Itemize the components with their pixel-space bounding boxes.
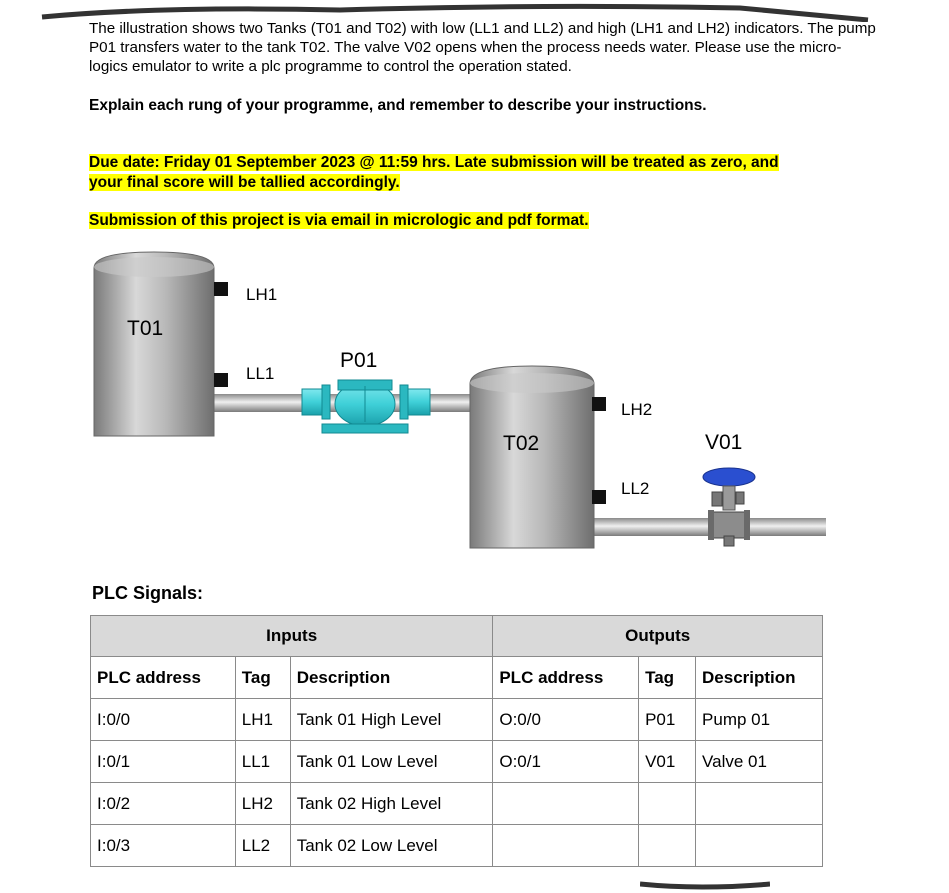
table-row: [91, 741, 823, 783]
output-tag: [639, 825, 696, 867]
input-tag: LL1: [235, 741, 290, 783]
input-description: Tank 01 Low Level: [290, 741, 493, 783]
tank-t01-label: T01: [127, 317, 164, 340]
output-description: [696, 825, 823, 867]
table-row: [91, 825, 823, 867]
due-line-1: Due date: Friday 01 September 2023 @ 11:59 hrs. Late submission will be treated as zero, and: [89, 154, 779, 171]
col-input-description: Description: [290, 657, 493, 699]
sensor-lh1: [214, 282, 228, 296]
input-description: Tank 01 High Level: [290, 699, 493, 741]
submission-text: Submission of this project is via email in micrologic and pdf format.: [89, 212, 589, 229]
output-description: Valve 01: [696, 741, 823, 783]
output-address: [493, 783, 639, 825]
output-address: [493, 825, 639, 867]
table-row: [91, 699, 823, 741]
col-output-description: Description: [696, 657, 823, 699]
input-address: I:0/0: [91, 699, 236, 741]
label-ll1: LL1: [246, 364, 275, 383]
group-header-row: [91, 616, 823, 657]
inputs-header: Inputs: [91, 616, 493, 657]
col-output-tag: Tag: [639, 657, 696, 699]
valve-v01-label: V01: [705, 431, 743, 454]
input-tag: LH1: [235, 699, 290, 741]
output-description: Pump 01: [696, 699, 823, 741]
output-tag: P01: [639, 699, 696, 741]
col-output-address: PLC address: [493, 657, 639, 699]
label-ll2: LL2: [621, 479, 650, 498]
pump-p01-label: P01: [340, 349, 378, 372]
input-description: Tank 02 High Level: [290, 783, 493, 825]
submission-notice: [89, 211, 889, 230]
table-row: [91, 783, 823, 825]
intro-paragraph: The illustration shows two Tanks (T01 and T02) with low (LL1 and LL2) and high (LH1 and LH2) indicators. The pump P01 transfers water to the tank T02. The valve V02 opens when the process needs water. Please use the micro-logics emulator to write a plc programme to control the operation stated.: [89, 20, 876, 75]
output-address: O:0/0: [493, 699, 639, 741]
plc-signals-title: PLC Signals:: [92, 583, 204, 603]
due-line-2: your final score will be tallied accordingly.: [89, 174, 400, 191]
pump-p01: [302, 349, 430, 433]
sensor-lh2: [592, 397, 606, 411]
output-tag: [639, 783, 696, 825]
process-diagram: [0, 240, 949, 560]
output-address: O:0/1: [493, 741, 639, 783]
input-description: Tank 02 Low Level: [290, 825, 493, 867]
output-tag: V01: [639, 741, 696, 783]
input-tag: LL2: [235, 825, 290, 867]
output-description: [696, 783, 823, 825]
col-input-tag: Tag: [235, 657, 290, 699]
label-lh1: LH1: [246, 285, 278, 304]
outputs-header: Outputs: [493, 616, 823, 657]
input-address: I:0/2: [91, 783, 236, 825]
input-tag: LH2: [235, 783, 290, 825]
due-date-notice: [89, 153, 879, 193]
plc-signals-table: [90, 615, 823, 867]
page-torn-edge-bottom: [640, 880, 770, 893]
label-lh2: LH2: [621, 400, 653, 419]
column-header-row: [91, 657, 823, 699]
col-input-address: PLC address: [91, 657, 236, 699]
sensor-ll2: [592, 490, 606, 504]
tank-t02-label: T02: [503, 432, 540, 455]
input-address: I:0/1: [91, 741, 236, 783]
sensor-ll1: [214, 373, 228, 387]
input-address: I:0/3: [91, 825, 236, 867]
valve-v01: [703, 431, 755, 546]
instruction-text: Explain each rung of your programme, and remember to describe your instructions.: [89, 97, 707, 114]
